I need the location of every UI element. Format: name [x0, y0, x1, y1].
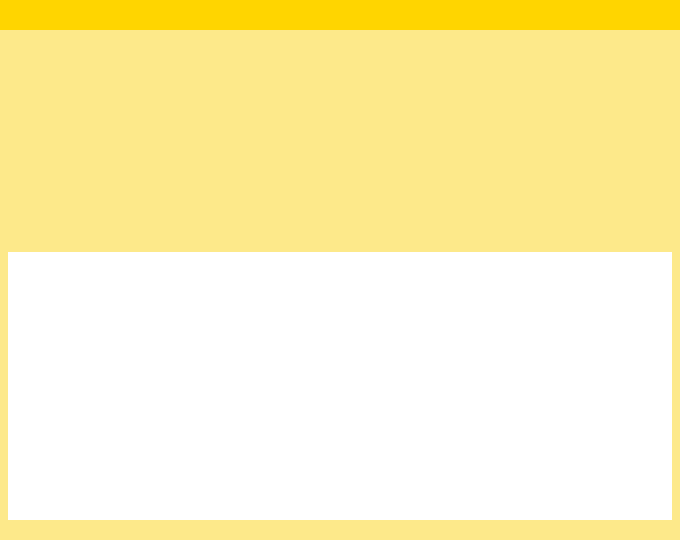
start-date-cell[interactable] — [8, 252, 78, 272]
intro-closing — [8, 94, 676, 113]
top-banner — [0, 0, 680, 30]
spreadsheet-preview — [8, 252, 672, 520]
month-header-row — [118, 274, 672, 284]
intro-text — [8, 94, 676, 113]
